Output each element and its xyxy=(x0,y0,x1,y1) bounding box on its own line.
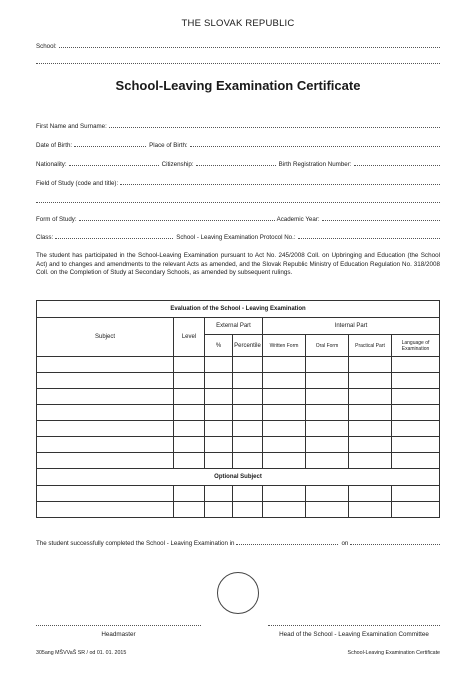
table-row xyxy=(37,405,440,421)
table-cell[interactable] xyxy=(306,389,349,405)
form-of-study-label: Form of Study: xyxy=(36,216,77,223)
table-row xyxy=(37,486,440,502)
school-field-2[interactable] xyxy=(36,63,440,64)
footer-title: School-Leaving Examination Certificate xyxy=(347,650,440,656)
level-header: Level xyxy=(174,318,205,357)
completion-text: The student successfully completed the School - Leaving Examination in xyxy=(36,540,235,547)
table-cell[interactable] xyxy=(37,453,174,469)
table-cell[interactable] xyxy=(205,486,233,502)
table-cell[interactable] xyxy=(392,502,440,518)
table-cell[interactable] xyxy=(263,405,306,421)
table-title-row xyxy=(37,301,440,318)
table-cell[interactable] xyxy=(349,486,392,502)
table-cell[interactable] xyxy=(174,373,205,389)
table-cell[interactable] xyxy=(205,437,233,453)
optional-subject-header: Optional Subject xyxy=(37,469,440,486)
table-cell[interactable] xyxy=(174,421,205,437)
birth-reg-field[interactable] xyxy=(354,165,441,166)
table-cell[interactable] xyxy=(233,421,263,437)
evaluation-table xyxy=(36,300,440,518)
table-cell[interactable] xyxy=(306,437,349,453)
country-heading: THE SLOVAK REPUBLIC xyxy=(181,18,295,29)
table-cell[interactable] xyxy=(205,389,233,405)
table-cell[interactable] xyxy=(349,502,392,518)
form-of-study-field[interactable] xyxy=(79,220,275,221)
citizenship-field[interactable] xyxy=(196,165,276,166)
table-header-row-1 xyxy=(37,318,440,335)
field-of-study-field-2[interactable] xyxy=(36,202,440,203)
table-cell[interactable] xyxy=(37,486,174,502)
table-cell[interactable] xyxy=(174,389,205,405)
table-cell[interactable] xyxy=(233,389,263,405)
pob-label: Place of Birth: xyxy=(149,142,188,149)
table-cell[interactable] xyxy=(174,486,205,502)
table-row xyxy=(37,357,440,373)
practical-part-header: Practical Part xyxy=(349,335,392,357)
footer-code: 305ang MŠVVaŠ SR / od 01. 01. 2015 xyxy=(36,650,127,656)
optional-header-row xyxy=(37,469,440,486)
school-row xyxy=(36,38,440,50)
citizenship-label: Citizenship: xyxy=(161,161,194,168)
table-cell[interactable] xyxy=(306,453,349,469)
table-row xyxy=(37,502,440,518)
table-row xyxy=(37,421,440,437)
table-cell[interactable] xyxy=(392,421,440,437)
table-cell[interactable] xyxy=(174,437,205,453)
table-cell[interactable] xyxy=(205,453,233,469)
table-cell[interactable] xyxy=(37,373,174,389)
table-cell[interactable] xyxy=(233,405,263,421)
table-cell[interactable] xyxy=(37,357,174,373)
table-cell[interactable] xyxy=(306,421,349,437)
table-cell[interactable] xyxy=(174,453,205,469)
table-cell[interactable] xyxy=(205,502,233,518)
class-row xyxy=(36,229,440,241)
table-cell[interactable] xyxy=(349,453,392,469)
written-form-header: Written Form xyxy=(263,335,306,357)
table-cell[interactable] xyxy=(205,373,233,389)
table-cell[interactable] xyxy=(392,453,440,469)
document-title: School-Leaving Examination Certificate xyxy=(115,78,361,93)
table-cell[interactable] xyxy=(233,486,263,502)
optional-rows xyxy=(37,486,440,518)
table-cell[interactable] xyxy=(306,486,349,502)
completion-on-label: on xyxy=(341,540,349,547)
table-row xyxy=(37,373,440,389)
table-cell[interactable] xyxy=(392,357,440,373)
table-cell[interactable] xyxy=(233,453,263,469)
table-cell[interactable] xyxy=(263,357,306,373)
class-label: Class: xyxy=(36,234,54,241)
table-cell[interactable] xyxy=(349,373,392,389)
name-row xyxy=(36,118,440,130)
subject-header: Subject xyxy=(37,318,174,357)
school-field[interactable] xyxy=(59,47,440,48)
table-cell[interactable] xyxy=(233,437,263,453)
table-cell[interactable] xyxy=(306,357,349,373)
name-label: First Name and Surname: xyxy=(36,123,107,130)
table-cell[interactable] xyxy=(263,389,306,405)
field-of-study-field[interactable] xyxy=(120,184,440,185)
table-cell[interactable] xyxy=(37,421,174,437)
nationality-label: Nationality: xyxy=(36,161,67,168)
committee-signature-line[interactable] xyxy=(268,625,440,626)
legal-paragraph: The student has participated in the School-Leaving Examination pursuant to Act No. 245/2008 Coll. on Upbringing and Education (the School Act) and to changes and amendments to the relevant Acts as amended, and the Slovak Republic Ministry of Education Regulation No. 318/2008 Coll. on the Completion of Study at Secondary Schools, as amended by subsequent rulings. xyxy=(36,252,440,277)
table-cell[interactable] xyxy=(349,421,392,437)
table-cell[interactable] xyxy=(205,405,233,421)
completion-row xyxy=(36,535,440,547)
table-cell[interactable] xyxy=(263,453,306,469)
table-cell[interactable] xyxy=(306,373,349,389)
protocol-field[interactable] xyxy=(298,238,440,239)
oral-form-header: Oral Form xyxy=(306,335,349,357)
table-cell[interactable] xyxy=(263,421,306,437)
class-field[interactable] xyxy=(55,238,173,239)
table-cell[interactable] xyxy=(233,357,263,373)
name-field[interactable] xyxy=(109,127,440,128)
school-label: School: xyxy=(36,43,57,50)
form-row xyxy=(36,211,440,223)
field-of-study-label: Field of Study (code and title): xyxy=(36,180,119,187)
percentile-header: Percentile xyxy=(233,335,263,357)
field-of-study-row xyxy=(36,175,440,187)
table-cell[interactable] xyxy=(233,373,263,389)
external-part-header: External Part xyxy=(205,318,263,335)
academic-year-field[interactable] xyxy=(322,220,440,221)
birth-row xyxy=(36,137,440,149)
table-cell[interactable] xyxy=(263,502,306,518)
academic-year-label: Academic Year: xyxy=(276,216,320,223)
pob-field[interactable] xyxy=(190,146,440,147)
table-cell[interactable] xyxy=(392,373,440,389)
table-row xyxy=(37,389,440,405)
birth-reg-label: Birth Registration Number: xyxy=(278,161,352,168)
table-cell[interactable] xyxy=(37,502,174,518)
table-cell[interactable] xyxy=(392,389,440,405)
percent-header: % xyxy=(205,335,233,357)
table-cell[interactable] xyxy=(392,437,440,453)
table-cell[interactable] xyxy=(37,389,174,405)
table-cell[interactable] xyxy=(174,357,205,373)
table-row xyxy=(37,437,440,453)
completion-place-field[interactable] xyxy=(236,544,338,545)
protocol-label: School - Leaving Examination Protocol No.: xyxy=(176,234,296,241)
table-title: Evaluation of the School - Leaving Examination xyxy=(37,301,440,318)
table-cell[interactable] xyxy=(306,405,349,421)
dob-field[interactable] xyxy=(74,146,146,147)
internal-part-header: Internal Part xyxy=(263,318,440,335)
table-cell[interactable] xyxy=(349,389,392,405)
stamp-seal xyxy=(217,572,259,614)
table-cell[interactable] xyxy=(349,437,392,453)
table-cell[interactable] xyxy=(263,437,306,453)
table-cell[interactable] xyxy=(37,437,174,453)
table-cell[interactable] xyxy=(349,357,392,373)
headmaster-signature-line[interactable] xyxy=(36,625,201,626)
completion-date-field[interactable] xyxy=(350,544,440,545)
table-cell[interactable] xyxy=(174,502,205,518)
main-rows xyxy=(37,357,440,469)
table-cell[interactable] xyxy=(233,502,263,518)
committee-head-label: Head of the School - Leaving Examination Committee xyxy=(279,631,429,638)
dob-label: Date of Birth: xyxy=(36,142,73,149)
table-cell[interactable] xyxy=(263,486,306,502)
table-cell[interactable] xyxy=(174,405,205,421)
table-cell[interactable] xyxy=(37,405,174,421)
table-cell[interactable] xyxy=(392,405,440,421)
field-of-study-row-2 xyxy=(36,193,440,205)
table-cell[interactable] xyxy=(205,357,233,373)
table-cell[interactable] xyxy=(263,373,306,389)
table-cell[interactable] xyxy=(392,486,440,502)
nationality-field[interactable] xyxy=(69,165,159,166)
table-cell[interactable] xyxy=(205,421,233,437)
table-row xyxy=(37,453,440,469)
headmaster-label: Headmaster xyxy=(101,631,136,638)
table-cell[interactable] xyxy=(306,502,349,518)
nationality-row xyxy=(36,156,440,168)
school-row-2 xyxy=(36,54,440,66)
language-header: Language of Examination xyxy=(392,335,440,357)
table-cell[interactable] xyxy=(349,405,392,421)
